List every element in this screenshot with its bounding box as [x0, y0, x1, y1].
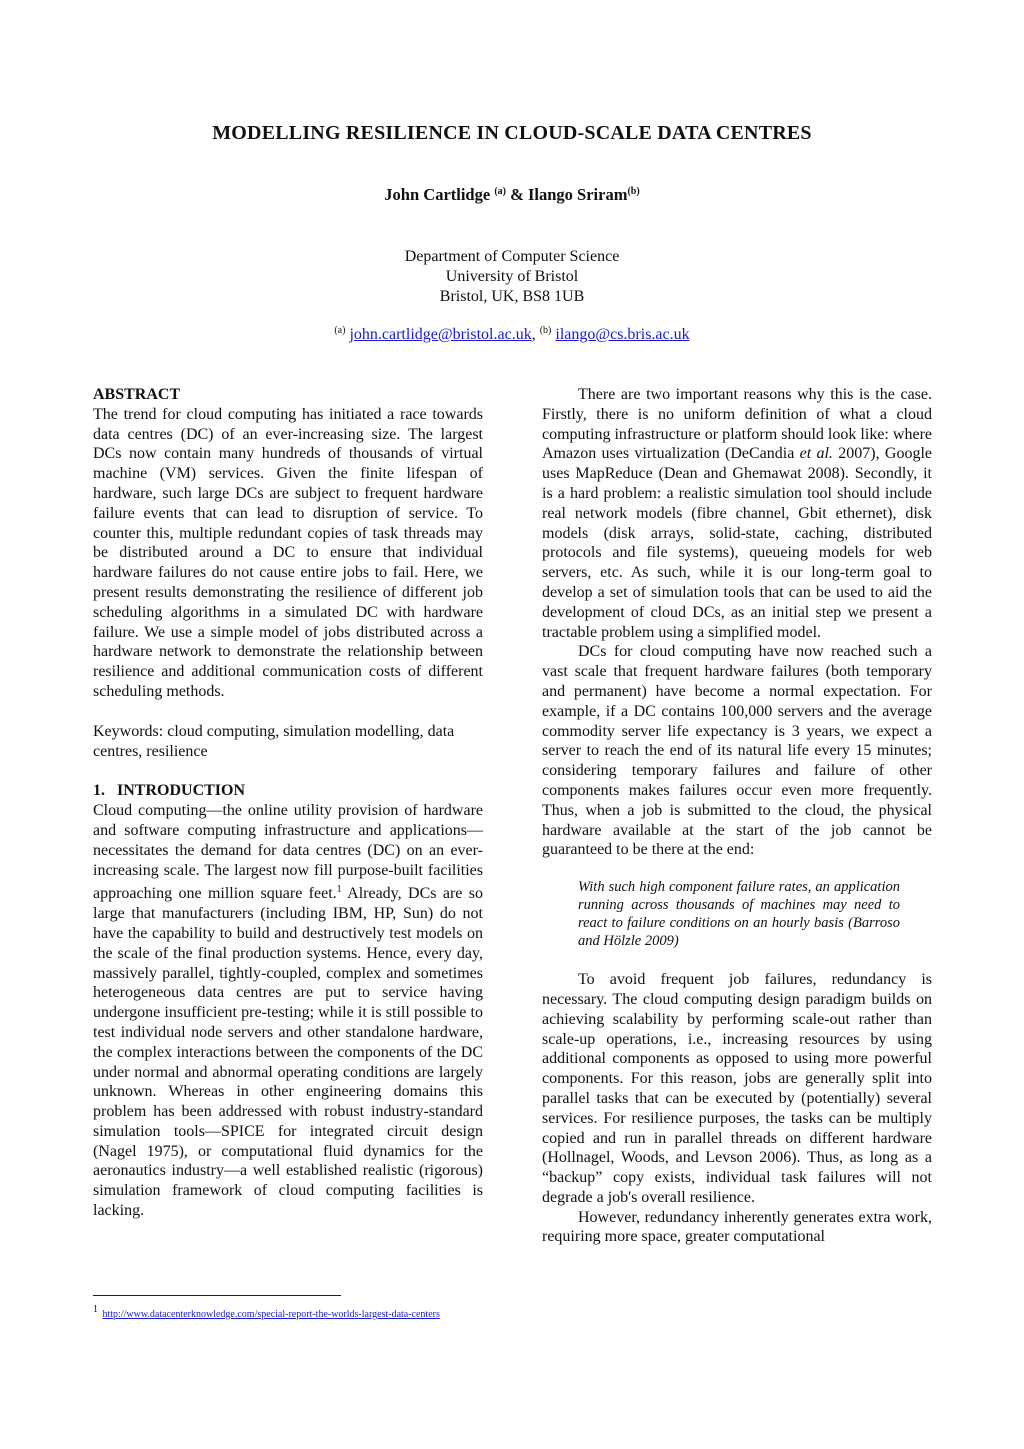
body-paragraph: To avoid frequent job failures, redundancy is necessary. The cloud computing design paradigm builds on achieving scalability by performing scale-out rather than scale-up operations, i.e., increasing resources by using additional components as opposed to using more powerful components. For this reason, jobs are generally split into parallel tasks that can be executed by (potentially) several services. For resilience purposes, the tasks can be multiply copied and run in parallel threads on different hardware (Hollnagel, Woods, and Levson 2006). Thus, as long as a “backup” copy exists, individual task failures will not degrade a job's overall resilience. [542, 971, 932, 1206]
author-line [0, 185, 1024, 205]
email-mark: (a) [334, 325, 346, 336]
introduction-heading: 1. INTRODUCTION [93, 782, 246, 800]
intro-text-part1: Cloud computing—the online utility provision of hardware and software computing infrastructure and applications—necessitates the demand for data centres (DC) on an ever-increasing scale. The largest now fill purpose-built facilities approaching one million square feet. [93, 802, 483, 903]
author-affiliation-mark: (b) [627, 186, 640, 197]
keywords: Keywords: cloud computing, simulation modelling, data centres, resilience [93, 722, 455, 760]
introduction-paragraph [93, 801, 483, 1221]
affiliation-university: University of Bristol [445, 268, 579, 285]
email-mark: (b) [539, 325, 552, 336]
spacer [93, 702, 483, 722]
footnote-url-link[interactable]: http://www.datacenterknowledge.com/special-report-the-worlds-largest-data-centers [102, 1309, 440, 1320]
affiliation-address: Bristol, UK, BS8 1UB [439, 288, 585, 305]
spacer [93, 761, 483, 781]
author-name: John Cartlidge [384, 185, 491, 204]
author-separator: & [505, 185, 528, 204]
abstract-heading: ABSTRACT [93, 386, 181, 403]
email-separator: , [531, 326, 540, 343]
paragraph-text: 2007), Google uses MapReduce (Dean and Ghemawat 2008). Secondly, it is a hard problem: a realistic simulation tool should include real network models (fibre channel, Gbit ethernet), disk models (disk arrays, solid-state, caching, distributed protocols and file systems), queueing models for web servers, etc. As such, while it is our long-term goal to develop a set of simulation tools that can be used to aid the development of cloud DCs, as an initial step we present a tractable problem using a simplified model. [542, 445, 932, 641]
paper-title: MODELLING RESILIENCE IN CLOUD-SCALE DATA CENTRES [212, 122, 812, 144]
right-column [542, 385, 932, 1247]
body-paragraph: However, redundancy inherently generates extra work, requiring more space, greater computational [542, 1208, 932, 1246]
email-link-author1[interactable]: john.cartlidge@bristol.ac.uk [349, 326, 532, 343]
affiliation-department: Department of Computer Science [404, 248, 620, 265]
paragraph-text: There are two important reasons why this is the case. Firstly, there is no uniform definition of what a cloud computing infrastructure or platform should look like: where Amazon uses virtualization (DeCandia [542, 386, 932, 463]
body-paragraph: DCs for cloud computing have now reached such a vast scale that frequent hardware failures (both temporary and permanent) have become a normal expectation. For example, if a DC contains 100,000 servers and the average commodity server life expectancy is 3 years, we expect a server to reach the end of its natural life every 15 minutes; considering temporary failures and failure of other components makes failures occur even more frequently. Thus, when a job is submitted to the cloud, the physical hardware available at the start of the job cannot be guaranteed to be there at the end: [542, 643, 932, 859]
footnote-divider [93, 1295, 341, 1296]
footnote-marker[interactable]: 1 [336, 884, 342, 896]
affiliation-block [0, 247, 1024, 307]
footnote [93, 1303, 493, 1322]
email-line [0, 325, 1024, 344]
email-link-author2[interactable]: ilango@cs.bris.ac.uk [555, 326, 690, 343]
author-affiliation-mark: (a) [494, 186, 506, 197]
footnote-number: 1 [93, 1304, 98, 1315]
author-name: Ilango Sriram [527, 185, 628, 204]
abstract-text: The trend for cloud computing has initiated a race towards data centres (DC) of an ever-increasing size. The largest DCs now contain many hundreds of thousands of virtual machine (VM) services. Given the finite lifespan of hardware, such large DCs are subject to frequent hardware failure events that can lead to disruption of service. To counter this, multiple redundant copies of task threads may be distributed around a DC to ensure that individual hardware failures do not cause entire jobs to fail. Here, we present results demonstrating the resilience of different job scheduling algorithms in a simulated DC with hardware failure. We use a simple model of jobs distributed across a hardware network to demonstrate the relationship between resilience and additional communication costs of different scheduling methods. [93, 405, 483, 700]
intro-text-part2: Already, DCs are so large that manufacturers (including IBM, HP, Sun) do not have the capability to build and destructively test models on the scale of the final production systems. Hence, every day, massively parallel, tightly-coupled, complex and sometimes heterogeneous data centres are put to service having undergone insufficient pre-testing; while it is still possible to test individual node servers and other standalone hardware, the complex interactions between the components of the DC under normal and abnormal operating conditions are largely unknown. Whereas in other engineering domains this problem has been addressed with robust industry-standard simulation tools—SPICE for integrated circuit design (Nagel 1975), or computational fluid dynamics for the aeronautics industry—a well established realistic (rigorous) simulation framework of cloud computing facilities is lacking. [93, 885, 483, 1220]
left-column [93, 385, 483, 1221]
block-quote: With such high component failure rates, an application running across thousands of machines may need to react to failure conditions on an hourly basis (Barroso and Hölzle 2009) [578, 879, 900, 950]
body-paragraph [542, 385, 932, 642]
et-al-text: et al. [799, 445, 833, 463]
